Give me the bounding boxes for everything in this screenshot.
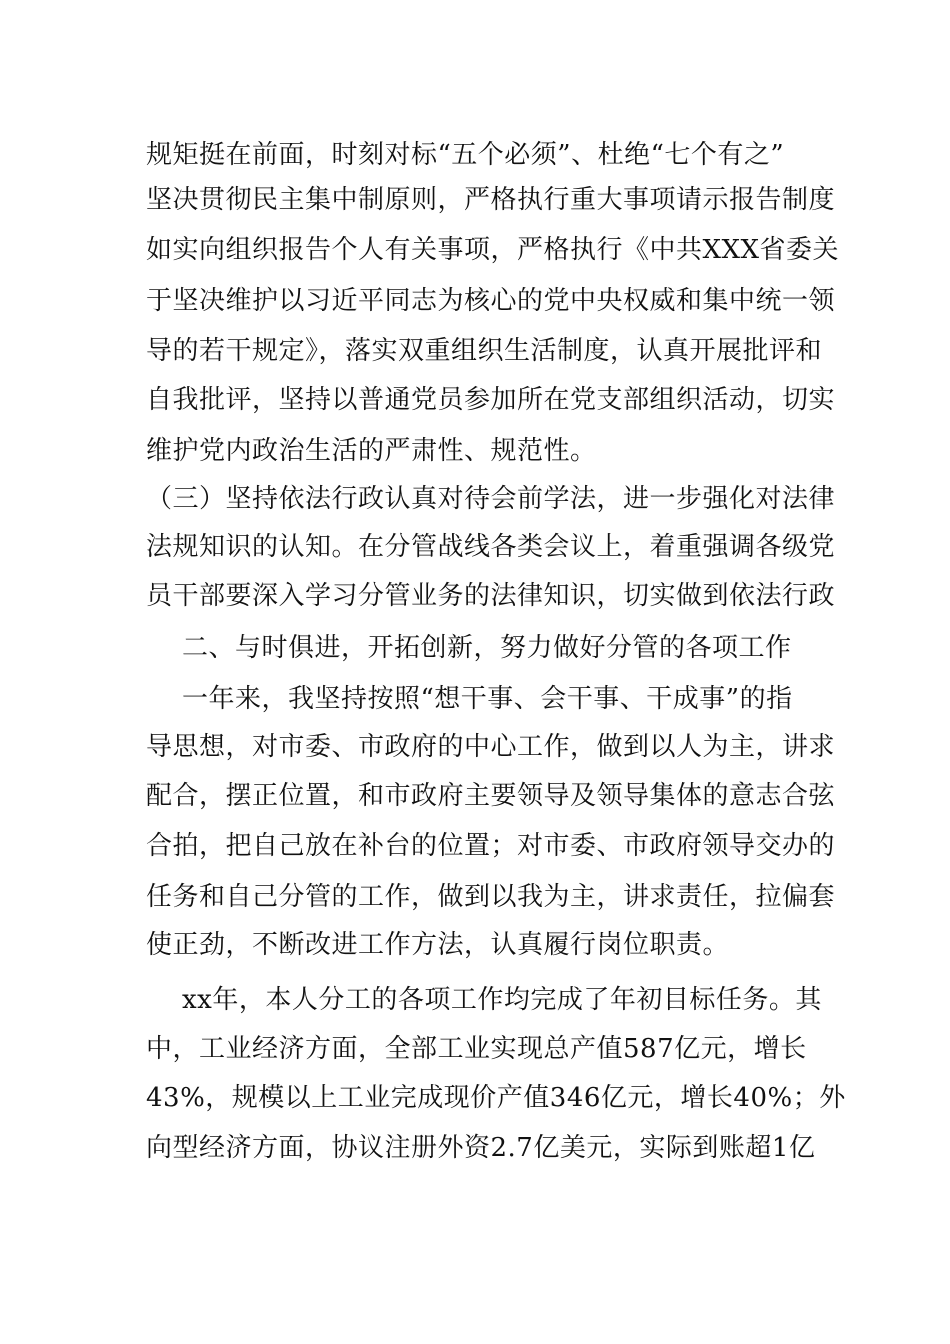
text-line: 自我批评，坚持以普通党员参加所在党支部组织活动，切实 xyxy=(146,385,836,415)
text-line: 员干部要深入学习分管业务的法律知识，切实做到依法行政 xyxy=(146,581,836,611)
text-line: 配合，摆正位置，和市政府主要领导及领导集体的意志合弦 xyxy=(146,781,836,811)
text-line: 坚决贯彻民主集中制原则，严格执行重大事项请示报告制度 xyxy=(146,185,836,215)
text-line: 法规知识的认知。在分管战线各类会议上，着重强调各级党 xyxy=(146,532,836,562)
text-line: 如实向组织报告个人有关事项，严格执行《中共XXX省委关 xyxy=(146,235,840,265)
paragraph-start: xx年，本人分工的各项工作均完成了年初目标任务。其 xyxy=(182,985,822,1015)
text-line: 导思想，对市委、市政府的中心工作，做到以人为主，讲求 xyxy=(146,732,836,762)
text-line: 43%，规模以上工业完成现价产值346亿元，增长40%；外 xyxy=(146,1083,846,1113)
text-line: 任务和自己分管的工作，做到以我为主，讲求责任，拉偏套 xyxy=(146,882,836,912)
text-line: 导的若干规定》，落实双重组织生活制度，认真开展批评和 xyxy=(146,336,823,366)
paragraph-start: 一年来，我坚持按照“想干事、会干事、干成事”的指 xyxy=(182,684,793,714)
section-heading: （三）坚持依法行政认真对待会前学法，进一步强化对法律 xyxy=(146,484,836,514)
text-line: 中，工业经济方面，全部工业实现总产值587亿元，增长 xyxy=(146,1034,807,1064)
text-line: 规矩挺在前面，时刻对标“五个必须”、杜绝“七个有之” xyxy=(146,140,785,170)
text-line: 维护党内政治生活的严肃性、规范性。 xyxy=(146,436,597,466)
text-line: 于坚决维护以习近平同志为核心的党中央权威和集中统一领 xyxy=(146,286,836,316)
text-line: 使正劲，不断改进工作方法，认真履行岗位职责。 xyxy=(146,930,730,960)
text-line: 向型经济方面，协议注册外资2.7亿美元，实际到账超1亿 xyxy=(146,1133,816,1163)
section-heading: 二、与时俱进，开拓创新，努力做好分管的各项工作 xyxy=(182,633,792,663)
text-line: 合拍，把自己放在补台的位置；对市委、市政府领导交办的 xyxy=(146,831,836,861)
